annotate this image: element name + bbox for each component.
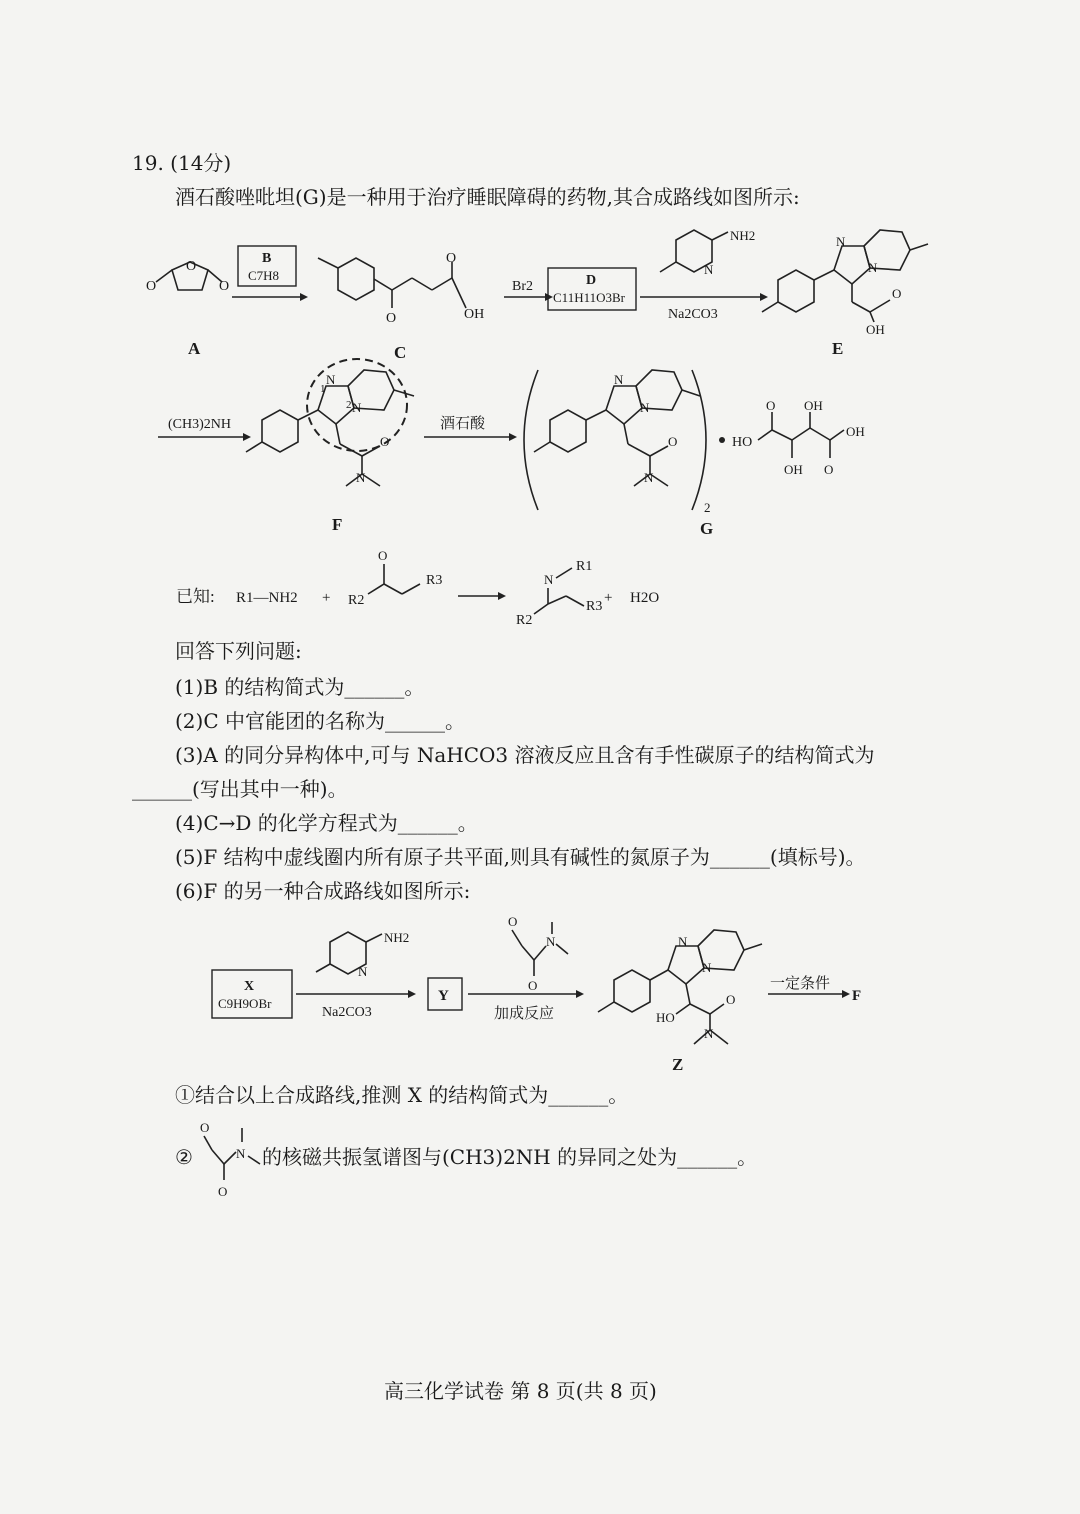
reagent-glyoxamide [508,914,568,993]
label-g: G [700,519,714,538]
label-c: C [394,343,407,362]
question-6: (6)F 的另一种合成路线如图所示: [175,879,471,903]
svg-text:O: O [200,1120,210,1135]
svg-text:OH: OH [846,424,865,439]
svg-text:N: N [678,934,688,949]
subquestion-2: 的核磁共振氢谱图与(CH3)2NH 的异同之处为______。 [262,1145,758,1169]
svg-text:O: O [668,434,678,449]
svg-text:Na2CO3: Na2CO3 [322,1005,372,1020]
label-f: F [332,515,343,534]
intermediate-d-label: D [586,273,597,288]
question-3-cont: ______(写出其中一种)。 [132,777,348,801]
reagent-aminopyridine-2 [316,930,409,979]
answer-prompt: 回答下列问题: [175,639,302,663]
svg-text:O: O [219,279,230,294]
svg-text:+: + [604,590,613,606]
svg-text:NH2: NH2 [730,228,756,243]
question-header: 19. (14分) [132,151,232,175]
svg-text:O: O [508,914,518,929]
svg-text:N: N [644,470,654,485]
svg-text:N: N [544,572,554,587]
product-f: F [852,988,862,1004]
svg-text:+: + [322,590,331,606]
reaction-condition: 一定条件 [770,976,831,992]
compound-y-label: Y [438,988,449,1004]
svg-text:2: 2 [704,500,711,515]
reagent-b-formula: C7H8 [248,268,280,283]
question-4: (4)C→D 的化学方程式为______。 [175,811,478,835]
svg-text:R1: R1 [576,559,593,574]
svg-text:O: O [380,434,390,449]
svg-text:O: O [528,978,538,993]
reagent-tartaric-acid: 酒石酸 [440,416,486,432]
svg-text:N: N [868,260,878,275]
svg-text:O: O [186,259,197,274]
svg-text:O: O [146,279,157,294]
svg-text:N: N [236,1146,246,1161]
svg-text:OH: OH [866,322,885,337]
reagent-b-label: B [262,251,272,266]
svg-text:R3: R3 [586,599,603,614]
svg-text:R2: R2 [348,593,365,608]
label-z: Z [672,1055,684,1074]
svg-text:已知:: 已知: [176,587,215,606]
svg-text:HO: HO [656,1010,675,1025]
reagent-dimethylamine: (CH3)2NH [168,417,231,432]
svg-text:N: N [358,964,368,979]
svg-text:O: O [218,1184,228,1199]
svg-text:N: N [704,1026,714,1041]
label-a: A [188,339,201,358]
subquestion-1: ①结合以上合成路线,推测 X 的结构简式为______。 [175,1083,629,1107]
svg-text:N: N [546,934,556,949]
question-3: (3)A 的同分异构体中,可与 NaHCO3 溶液反应且含有手性碳原子的结构简式为 [175,743,875,767]
compound-z [598,930,762,1074]
svg-text:R3: R3 [426,573,443,588]
svg-text:OH: OH [784,462,803,477]
svg-text:N: N [352,400,362,415]
svg-text:N: N [640,400,650,415]
svg-text:O: O [726,992,736,1007]
svg-text:O: O [386,311,397,326]
question-1: (1)B 的结构简式为______。 [175,675,425,699]
svg-text:N: N [836,234,846,249]
glyoxamide-structure [200,1120,260,1199]
svg-text:N: N [704,262,714,277]
svg-text:2: 2 [346,399,352,411]
page-footer: 高三化学试卷 第 8 页(共 8 页) [384,1379,657,1403]
svg-text:O: O [824,462,834,477]
label-e: E [832,339,844,358]
svg-text:N: N [356,470,366,485]
svg-text:O: O [446,251,457,266]
compound-x-label: X [244,979,255,994]
reagent-br2: Br2 [512,279,533,294]
svg-text:R1—NH2: R1—NH2 [236,590,298,606]
reagent-na2co3: Na2CO3 [668,307,718,322]
svg-text:N: N [614,372,624,387]
svg-text:NH2: NH2 [384,930,410,945]
question-2: (2)C 中官能团的名称为______。 [175,709,465,733]
question-intro: 酒石酸唑吡坦(G)是一种用于治疗睡眠障碍的药物,其合成路线如图所示: [175,185,800,209]
svg-text:OH: OH [804,398,823,413]
svg-text:R2: R2 [516,613,533,628]
svg-text:N: N [702,960,712,975]
svg-text:1: 1 [320,383,326,395]
compound-x-formula: C9H9OBr [218,996,272,1011]
svg-text:N: N [326,372,336,387]
intermediate-d-formula: C11H11O3Br [553,290,625,305]
svg-text:H2O: H2O [630,590,660,606]
svg-text:HO: HO [732,435,753,450]
reaction-addition: 加成反应 [494,1006,555,1022]
svg-text:O: O [378,548,388,563]
svg-text:OH: OH [464,307,485,322]
subquestion-2-prefix: ② [175,1145,193,1169]
svg-text:O: O [766,398,776,413]
svg-text:O: O [892,286,902,301]
question-5: (5)F 结构中虚线圈内所有原子共平面,则具有碱性的氮原子为______(填标号)。 [175,845,866,869]
